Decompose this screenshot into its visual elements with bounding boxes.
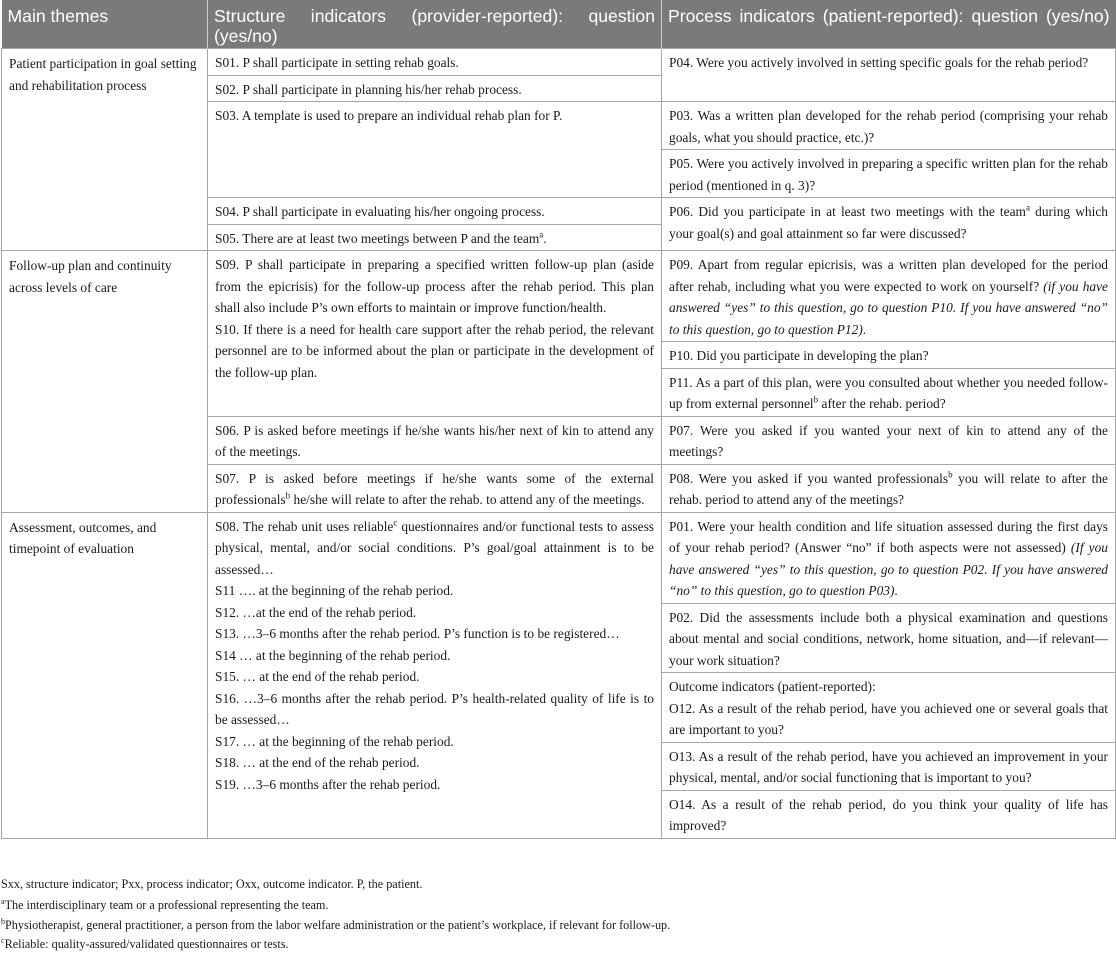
- footnote-abbreviations: Sxx, structure indicator; Pxx, process indicator; Oxx, outcome indicator. P, the patient.: [1, 877, 423, 891]
- outcome-o14: O14. As a result of the rehab period, do you think your quality of life has improved?: [662, 790, 1116, 838]
- header-structure-indicators: Structure indicators (provider-reported): question (yes/no): [208, 0, 662, 49]
- process-p06: P06. Did you participate in at least two meetings with the team$^a$ during which your goal(s) and goal attainment so far were discussed?: [662, 198, 1116, 251]
- table-row: [2, 49, 1116, 76]
- process-p05: P05. Were you actively involved in preparing a specific written plan for the rehab period (mentioned in q. 3)?: [662, 150, 1116, 198]
- header-row: [2, 0, 1116, 49]
- theme-follow-up: Follow-up plan and continuity across levels of care: [2, 251, 208, 513]
- process-p02: P02. Did the assessments include both a physical examination and questions about mental and social conditions, network, home situation, and—if relevant—your work situation?: [662, 603, 1116, 673]
- process-p11: P11. As a part of this plan, were you consulted about whether you needed follow-up from external personnel$^b$ after the rehab. period?: [662, 368, 1116, 416]
- process-p09: P09. Apart from regular epicrisis, was a written plan developed for the period after rehab, including what you were expected to work on yourself? (if you have answered “yes” to this question, go to question P10. If you have answered “no” to this question, go to question P12).: [662, 251, 1116, 342]
- header-process-indicators: Process indicators (patient-reported): question (yes/no): [662, 0, 1116, 49]
- process-p03: P03. Was a written plan developed for the rehab period (comprising your rehab goals, what you should practice, etc.)?: [662, 102, 1116, 150]
- footnote-b: $^b$Physiotherapist, general practitioner, a person from the labor welfare administration or the patient’s workplace, if relevant for follow-up.: [1, 916, 671, 932]
- theme-assessment: Assessment, outcomes, and timepoint of evaluation: [2, 512, 208, 838]
- table-row: [2, 512, 1116, 603]
- table-row: [2, 251, 1116, 342]
- structure-s08-s19: S08. The rehab unit uses reliable$^c$ questionnaires and/or functional tests to assess physical, mental, and/or social conditions. P’s goal/goal attainment is to be assessed… S11 …. at the beginning of the rehab period. S12. …at the end of the rehab period. S13. …3–6 months after the rehab period. P’s function is to be registered… S14 … at the beginning of the rehab period. S15. … at the end of the rehab period. S16. …3–6 months after the rehab period. P’s health-related quality of life is to be assessed… S17. … at the beginning of the rehab period. S18. … at the end of the rehab period. S19. …3–6 months after the rehab period.: [208, 512, 662, 838]
- outcome-indicators-heading: Outcome indicators (patient-reported):: [669, 679, 876, 694]
- indicators-table: [1, 0, 1116, 839]
- process-p07: P07. Were you asked if you wanted your next of kin to attend any of the meetings?: [662, 416, 1116, 464]
- process-p01: P01. Were your health condition and life situation assessed during the first days of your rehab period? (Answer “no” if both aspects were not assessed) (If you have answered “yes” to this question, go to question P02. If you have answered “no” to this question, go to question P03).: [662, 512, 1116, 603]
- structure-s03: S03. A template is used to prepare an individual rehab plan for P.: [208, 102, 662, 198]
- structure-s04: S04. P shall participate in evaluating his/her ongoing process.: [208, 198, 662, 225]
- footnote-a: $^a$The interdisciplinary team or a professional representing the team.: [1, 896, 329, 912]
- structure-s09-s10: S09. P shall participate in preparing a specified written follow-up plan (aside from the epicrisis) for the follow-up process after the rehab period. This plan shall also include P’s own efforts to maintain or improve function/health. S10. If there is a need for health care support after the rehab period, the relevant personnel are to be informed about the plan or participate in the development of the follow-up plan.: [208, 251, 662, 417]
- outcome-o12: Outcome indicators (patient-reported): O12. As a result of the rehab period, have you achieved one or several goals that are important to you?: [662, 673, 1116, 743]
- structure-s01: S01. P shall participate in setting rehab goals.: [208, 49, 662, 76]
- structure-s06: S06. P is asked before meetings if he/she wants his/her next of kin to attend any of the meetings.: [208, 416, 662, 464]
- theme-goal-setting: Patient participation in goal setting and rehabilitation process: [2, 49, 208, 251]
- footnote-c: $^c$Reliable: quality-assured/validated questionnaires or tests.: [1, 935, 289, 951]
- process-p08: P08. Were you asked if you wanted professionals$^b$ you will relate to after the rehab. period to attend any of the meetings?: [662, 464, 1116, 512]
- process-p10: P10. Did you participate in developing the plan?: [662, 342, 1116, 369]
- process-p04: P04. Were you actively involved in setting specific goals for the rehab period?: [662, 49, 1116, 102]
- structure-s02: S02. P shall participate in planning his/her rehab process.: [208, 75, 662, 102]
- structure-s05: S05. There are at least two meetings between P and the team$^a$.: [208, 224, 662, 251]
- header-main-themes: Main themes: [2, 0, 208, 49]
- outcome-o13: O13. As a result of the rehab period, have you achieved an improvement in your physical, mental, and/or social functioning that is important to you?: [662, 742, 1116, 790]
- structure-s07: S07. P is asked before meetings if he/she wants some of the external professionals$^b$ he/she will relate to after the rehab. to attend any of the meetings.: [208, 464, 662, 512]
